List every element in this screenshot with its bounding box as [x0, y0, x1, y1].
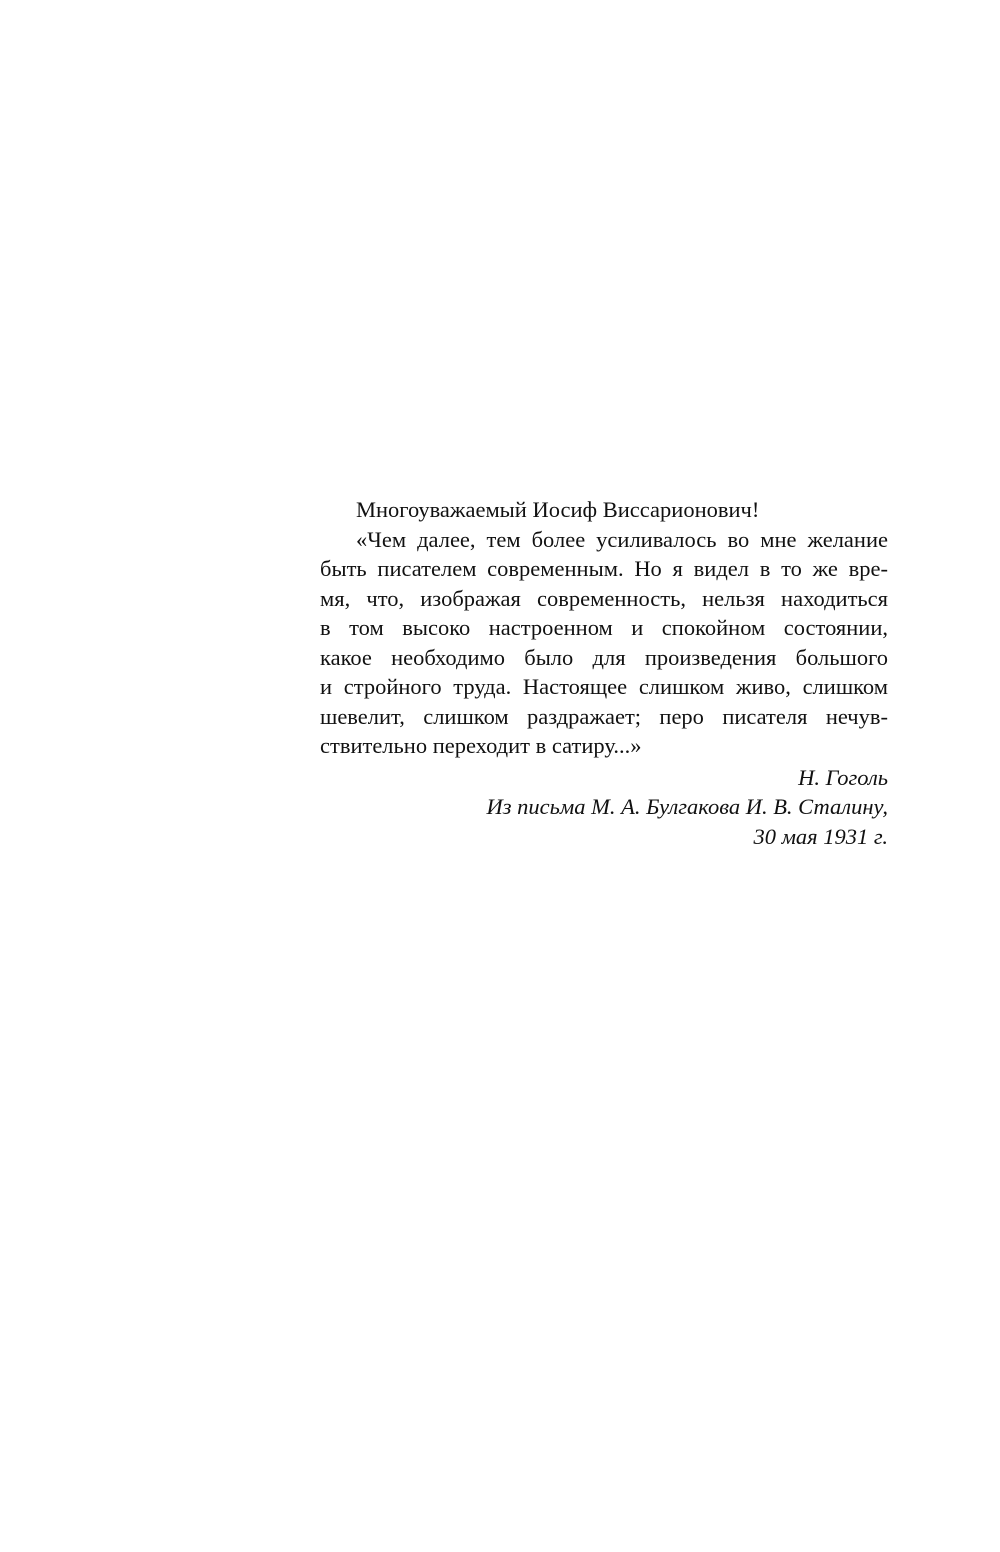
attribution — [320, 763, 888, 852]
quote-line: в том высоко настроенном и спокойном состоянии, — [320, 615, 888, 640]
quote-line: мя, что, изображая современность, нельзя находиться — [320, 585, 888, 611]
quote-line: «Чем далее, тем более усиливалось во мне желание — [356, 526, 888, 552]
quote-author: Н. Гоголь — [798, 764, 888, 790]
quote-line: быть писателем современным. Но я видел в то же вре- — [320, 556, 888, 581]
quote — [320, 525, 888, 761]
quote-line: шевелит, слишком раздражает; перо писателя нечув- — [320, 703, 888, 729]
quote-line: ствительно переходит в сатиру...» — [320, 733, 642, 758]
salutation: Многоуважаемый Иосиф Виссарионович! — [356, 497, 760, 522]
epigraph — [320, 495, 888, 851]
quote-line: и стройного труда. Настоящее слишком живо, слишком — [320, 674, 888, 699]
quote-source: Из письма М. А. Булгакова И. В. Сталину, — [486, 794, 888, 819]
quote-line: какое необходимо было для произведения большого — [320, 644, 888, 670]
quote-date: 30 мая 1931 г. — [753, 823, 888, 849]
